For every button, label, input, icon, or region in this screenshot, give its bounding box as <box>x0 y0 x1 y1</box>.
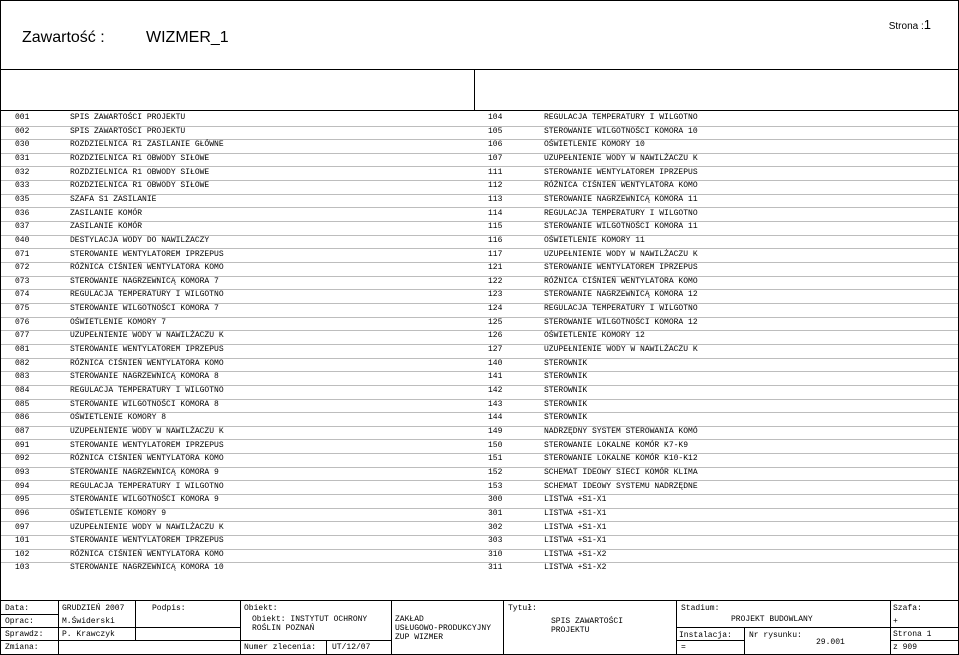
header-document-name: WIZMER_1 <box>146 29 229 46</box>
row-description: ROZDZIELNICA R1 OBWODY SIŁOWE <box>70 181 210 191</box>
row-description: STEROWANIE WILGOTNOŚCI KOMORA 8 <box>70 399 219 409</box>
row-number: 126 <box>488 331 503 341</box>
row-description: LISTWA +S1-X1 <box>544 536 607 546</box>
row-description: STEROWANIE NAGRZEWNICĄ KOMORA 12 <box>544 290 698 300</box>
instalacja-label: Instalacja: <box>679 631 732 640</box>
header-page <box>889 17 931 32</box>
row-number: 074 <box>15 290 30 300</box>
row-description: STEROWANIE WENTYLATOREM IPRZEPUS <box>544 167 698 177</box>
row-number: 106 <box>488 140 503 150</box>
row-description: REGULACJA TEMPERATURY I WILGOTNO <box>544 304 698 314</box>
row-description: REGULACJA TEMPERATURY I WILGOTNO <box>70 290 224 300</box>
row-number: 121 <box>488 263 503 273</box>
row-number: 040 <box>15 235 30 245</box>
row-description: LISTWA +S1-X2 <box>544 549 607 559</box>
row-number: 036 <box>15 208 30 218</box>
row-description: STEROWANIE NAGRZEWNICĄ KOMORA 9 <box>70 467 219 477</box>
row-description: SZAFA S1 ZASILANIE <box>70 194 157 204</box>
row-description: STEROWANIE NAGRZEWNICĄ KOMORA 8 <box>70 372 219 382</box>
obiekt-value-line2: ROŚLIN POZNAŃ <box>252 624 315 633</box>
row-number: 125 <box>488 317 503 327</box>
row-number: 152 <box>488 467 503 477</box>
footer-divider <box>1 600 958 601</box>
row-description: OŚWIETLENIE KOMORY 9 <box>70 508 167 518</box>
row-description: OŚWIETLENIE KOMORY 8 <box>70 413 167 423</box>
row-number: 085 <box>15 399 30 409</box>
row-description: NADRZĘDNY SYSTEM STEROWANIA KOMÓ <box>544 426 698 436</box>
row-description: SPIS ZAWARTOŚCI PROJEKTU <box>70 113 186 122</box>
header-column-divider <box>474 69 475 110</box>
nr-rysunku-label: Nr rysunku: <box>749 631 802 640</box>
row-number: 102 <box>15 549 30 559</box>
zmiana-label: Zmiana: <box>5 643 39 652</box>
row-description: UZUPEŁNIENIE WODY W NAWILŻACZU K <box>70 426 224 436</box>
row-number: 086 <box>15 413 30 423</box>
row-description: SCHEMAT IDEOWY SYSTEMU NADRZĘDNE <box>544 481 698 491</box>
row-description: UZUPEŁNIENIE WODY W NAWILŻACZU K <box>70 331 224 341</box>
row-description: STEROWANIE WENTYLATOREM IPRZEPUS <box>70 536 224 546</box>
row-description: ROZDZIELNICA R1 OBWODY SIŁOWE <box>70 153 210 163</box>
zaklad-line1: ZAKŁAD <box>395 615 424 624</box>
row-number: 111 <box>488 167 503 177</box>
row-number: 153 <box>488 481 503 491</box>
row-number: 151 <box>488 454 503 464</box>
row-description: RÓŻNICA CIŚNIEŃ WENTYLATORA KOMO <box>544 276 698 286</box>
szafa-label: Szafa: <box>893 604 922 613</box>
row-number: 037 <box>15 222 30 232</box>
row-description: DESTYLACJA WODY DO NAWILŻACZY <box>70 235 210 245</box>
row-number: 117 <box>488 249 503 259</box>
row-description: OŚWIETLENIE KOMORY 7 <box>70 317 167 327</box>
data-label: Data: <box>5 604 30 613</box>
row-number: 083 <box>15 372 30 382</box>
szafa-value: + <box>893 617 898 626</box>
row-number: 091 <box>15 440 30 450</box>
row-number: 150 <box>488 440 503 450</box>
row-number: 310 <box>488 549 503 559</box>
row-description: STEROWANIE WENTYLATOREM IPRZEPUS <box>70 345 224 355</box>
row-description: OŚWIETLENIE KOMORY 11 <box>544 235 645 245</box>
row-description: OŚWIETLENIE KOMORY 12 <box>544 331 645 341</box>
strona-label: Strona 1 <box>893 630 932 639</box>
row-description: STEROWANIE WILGOTNOŚCI KOMORA 12 <box>544 317 698 327</box>
row-description: UZUPEŁNIENIE WODY W NAWILŻACZU K <box>70 522 224 532</box>
row-description: UZUPEŁNIENIE WODY W NAWILŻACZU K <box>544 153 698 163</box>
row-description: STEROWANIE NAGRZEWNICĄ KOMORA 7 <box>70 276 219 286</box>
sprawdz-value: P. Krawczyk <box>62 630 115 639</box>
row-number: 124 <box>488 304 503 314</box>
row-number: 033 <box>15 181 30 191</box>
row-description: STEROWNIK <box>544 358 588 368</box>
row-number: 097 <box>15 522 30 532</box>
row-description: REGULACJA TEMPERATURY I WILGOTNO <box>70 386 224 395</box>
header-page-number: 1 <box>923 17 931 32</box>
row-number: 311 <box>488 563 503 573</box>
tytul-value-line1: SPIS ZAWARTOŚCI <box>551 617 624 626</box>
strona-total: z 909 <box>893 643 918 652</box>
row-number: 113 <box>488 194 503 204</box>
row-number: 035 <box>15 194 30 204</box>
row-description: ROZDZIELNICA R1 ZASILANIE GŁÓWNE <box>70 140 224 150</box>
row-number: 302 <box>488 522 503 532</box>
stadium-value: PROJEKT BUDOWLANY <box>731 615 813 624</box>
row-number: 116 <box>488 235 503 245</box>
row-number: 094 <box>15 481 30 491</box>
row-number: 032 <box>15 167 30 177</box>
row-description: STEROWANIE LOKALNE KOMÓR K10-K12 <box>544 454 698 464</box>
row-description: STEROWANIE WENTYLATOREM IPRZEPUS <box>70 440 224 450</box>
row-divider <box>1 221 958 222</box>
row-number: 073 <box>15 276 30 286</box>
row-description: STEROWANIE WENTYLATOREM IPRZEPUS <box>70 249 224 259</box>
header-title: Zawartość : <box>22 29 105 46</box>
row-number: 149 <box>488 426 503 436</box>
instalacja-value: = <box>681 643 686 652</box>
row-description: REGULACJA TEMPERATURY I WILGOTNO <box>544 113 698 122</box>
row-description: RÓŻNICA CIŚNIEŃ WENTYLATORA KOMO <box>544 181 698 191</box>
row-number: 071 <box>15 249 30 259</box>
row-number: 300 <box>488 495 503 505</box>
row-divider <box>1 207 958 208</box>
obiekt-value-line1: Obiekt: INSTYTUT OCHRONY <box>252 615 368 624</box>
row-number: 076 <box>15 317 30 327</box>
row-number: 001 <box>15 113 30 122</box>
row-description: UZUPEŁNIENIE WODY W NAWILŻACZU K <box>544 249 698 259</box>
tytul-value-line2: PROJEKTU <box>551 626 590 635</box>
row-description: SPIS ZAWARTOŚCI PROJEKTU <box>70 126 186 136</box>
row-description: STEROWNIK <box>544 372 588 382</box>
row-number: 081 <box>15 345 30 355</box>
row-number: 140 <box>488 358 503 368</box>
row-number: 123 <box>488 290 503 300</box>
row-number: 303 <box>488 536 503 546</box>
row-number: 142 <box>488 386 503 395</box>
row-number: 112 <box>488 181 503 191</box>
row-description: STEROWANIE LOKALNE KOMÓR K7-K9 <box>544 440 689 450</box>
row-number: 096 <box>15 508 30 518</box>
data-value: GRUDZIEŃ 2007 <box>62 604 125 613</box>
row-number: 101 <box>15 536 30 546</box>
podpis-label: Podpis: <box>152 604 186 613</box>
row-description: REGULACJA TEMPERATURY I WILGOTNO <box>544 208 698 218</box>
header-page-label: Strona : <box>888 21 924 32</box>
table-top-divider <box>1 110 958 111</box>
nr-rysunku-value: 29.001 <box>816 638 845 647</box>
row-description: RÓŻNICA CIŚNIEŃ WENTYLATORA KOMO <box>70 358 224 368</box>
row-description: LISTWA +S1-X1 <box>544 522 607 532</box>
row-number: 103 <box>15 563 30 573</box>
row-number: 104 <box>488 113 503 122</box>
row-number: 030 <box>15 140 30 150</box>
row-number: 031 <box>15 153 30 163</box>
row-description: UZUPEŁNIENIE WODY W NAWILŻACZU K <box>544 345 698 355</box>
row-number: 087 <box>15 426 30 436</box>
sprawdz-label: Sprawdz: <box>5 630 44 639</box>
row-description: LISTWA +S1-X2 <box>544 563 607 573</box>
tytul-label: Tytuł: <box>508 604 537 613</box>
row-description: LISTWA +S1-X1 <box>544 508 607 518</box>
row-number: 115 <box>488 222 503 232</box>
row-number: 084 <box>15 386 30 395</box>
row-number: 093 <box>15 467 30 477</box>
row-number: 095 <box>15 495 30 505</box>
row-number: 301 <box>488 508 503 518</box>
zaklad-line3: ZUP WIZMER <box>395 633 444 642</box>
row-description: STEROWNIK <box>544 386 588 395</box>
row-number: 105 <box>488 126 503 136</box>
row-number: 114 <box>488 208 503 218</box>
row-description: STEROWNIK <box>544 413 588 423</box>
row-number: 077 <box>15 331 30 341</box>
row-description: REGULACJA TEMPERATURY I WILGOTNO <box>70 481 224 491</box>
zaklad-line2: USŁUGOWO-PRODUKCYJNY <box>395 624 492 633</box>
row-description: STEROWANIE WILGOTNOŚCI KOMORA 7 <box>70 304 219 314</box>
row-description: LISTWA +S1-X1 <box>544 495 607 505</box>
obiekt-label: Obiekt: <box>244 604 278 613</box>
row-number: 127 <box>488 345 503 355</box>
row-number: 144 <box>488 413 503 423</box>
row-description: ROZDZIELNICA R1 OBWODY SIŁOWE <box>70 167 210 177</box>
row-description: ZASILANIE KOMÓR <box>70 208 143 218</box>
row-description: STEROWANIE WILGOTNOŚCI KOMORA 10 <box>544 126 698 136</box>
row-description: STEROWNIK <box>544 399 588 409</box>
oprac-label: Oprac: <box>5 617 34 626</box>
row-number: 122 <box>488 276 503 286</box>
row-number: 082 <box>15 358 30 368</box>
numer-zlecenia-label: Numer zlecenia: <box>244 643 317 652</box>
row-description: STEROWANIE WILGOTNOŚCI KOMORA 11 <box>544 222 698 232</box>
numer-zlecenia-value: UT/12/07 <box>332 643 371 652</box>
stadium-label: Stadium: <box>681 604 720 613</box>
row-description: STEROWANIE NAGRZEWNICĄ KOMORA 11 <box>544 194 698 204</box>
header-divider <box>1 69 958 70</box>
row-number: 075 <box>15 304 30 314</box>
row-description: STEROWANIE WENTYLATOREM IPRZEPUS <box>544 263 698 273</box>
row-description: RÓŻNICA CIŚNIEŃ WENTYLATORA KOMO <box>70 263 224 273</box>
row-description: ZASILANIE KOMÓR <box>70 222 143 232</box>
row-number: 002 <box>15 126 30 136</box>
row-description: STEROWANIE WILGOTNOŚCI KOMORA 9 <box>70 495 219 505</box>
row-number: 143 <box>488 399 503 409</box>
row-number: 107 <box>488 153 503 163</box>
row-description: RÓŻNICA CIŚNIEŃ WENTYLATORA KOMO <box>70 549 224 559</box>
row-number: 072 <box>15 263 30 273</box>
row-number: 092 <box>15 454 30 464</box>
row-description: RÓŻNICA CIŚNIEŃ WENTYLATORA KOMO <box>70 454 224 464</box>
row-number: 141 <box>488 372 503 382</box>
row-description: SCHEMAT IDEOWY SIECI KOMÓR KLIMA <box>544 467 698 477</box>
row-description: STEROWANIE NAGRZEWNICĄ KOMORA 10 <box>70 563 224 573</box>
oprac-value: M.Świderski <box>62 617 115 626</box>
row-description: OŚWIETLENIE KOMORY 10 <box>544 140 645 150</box>
